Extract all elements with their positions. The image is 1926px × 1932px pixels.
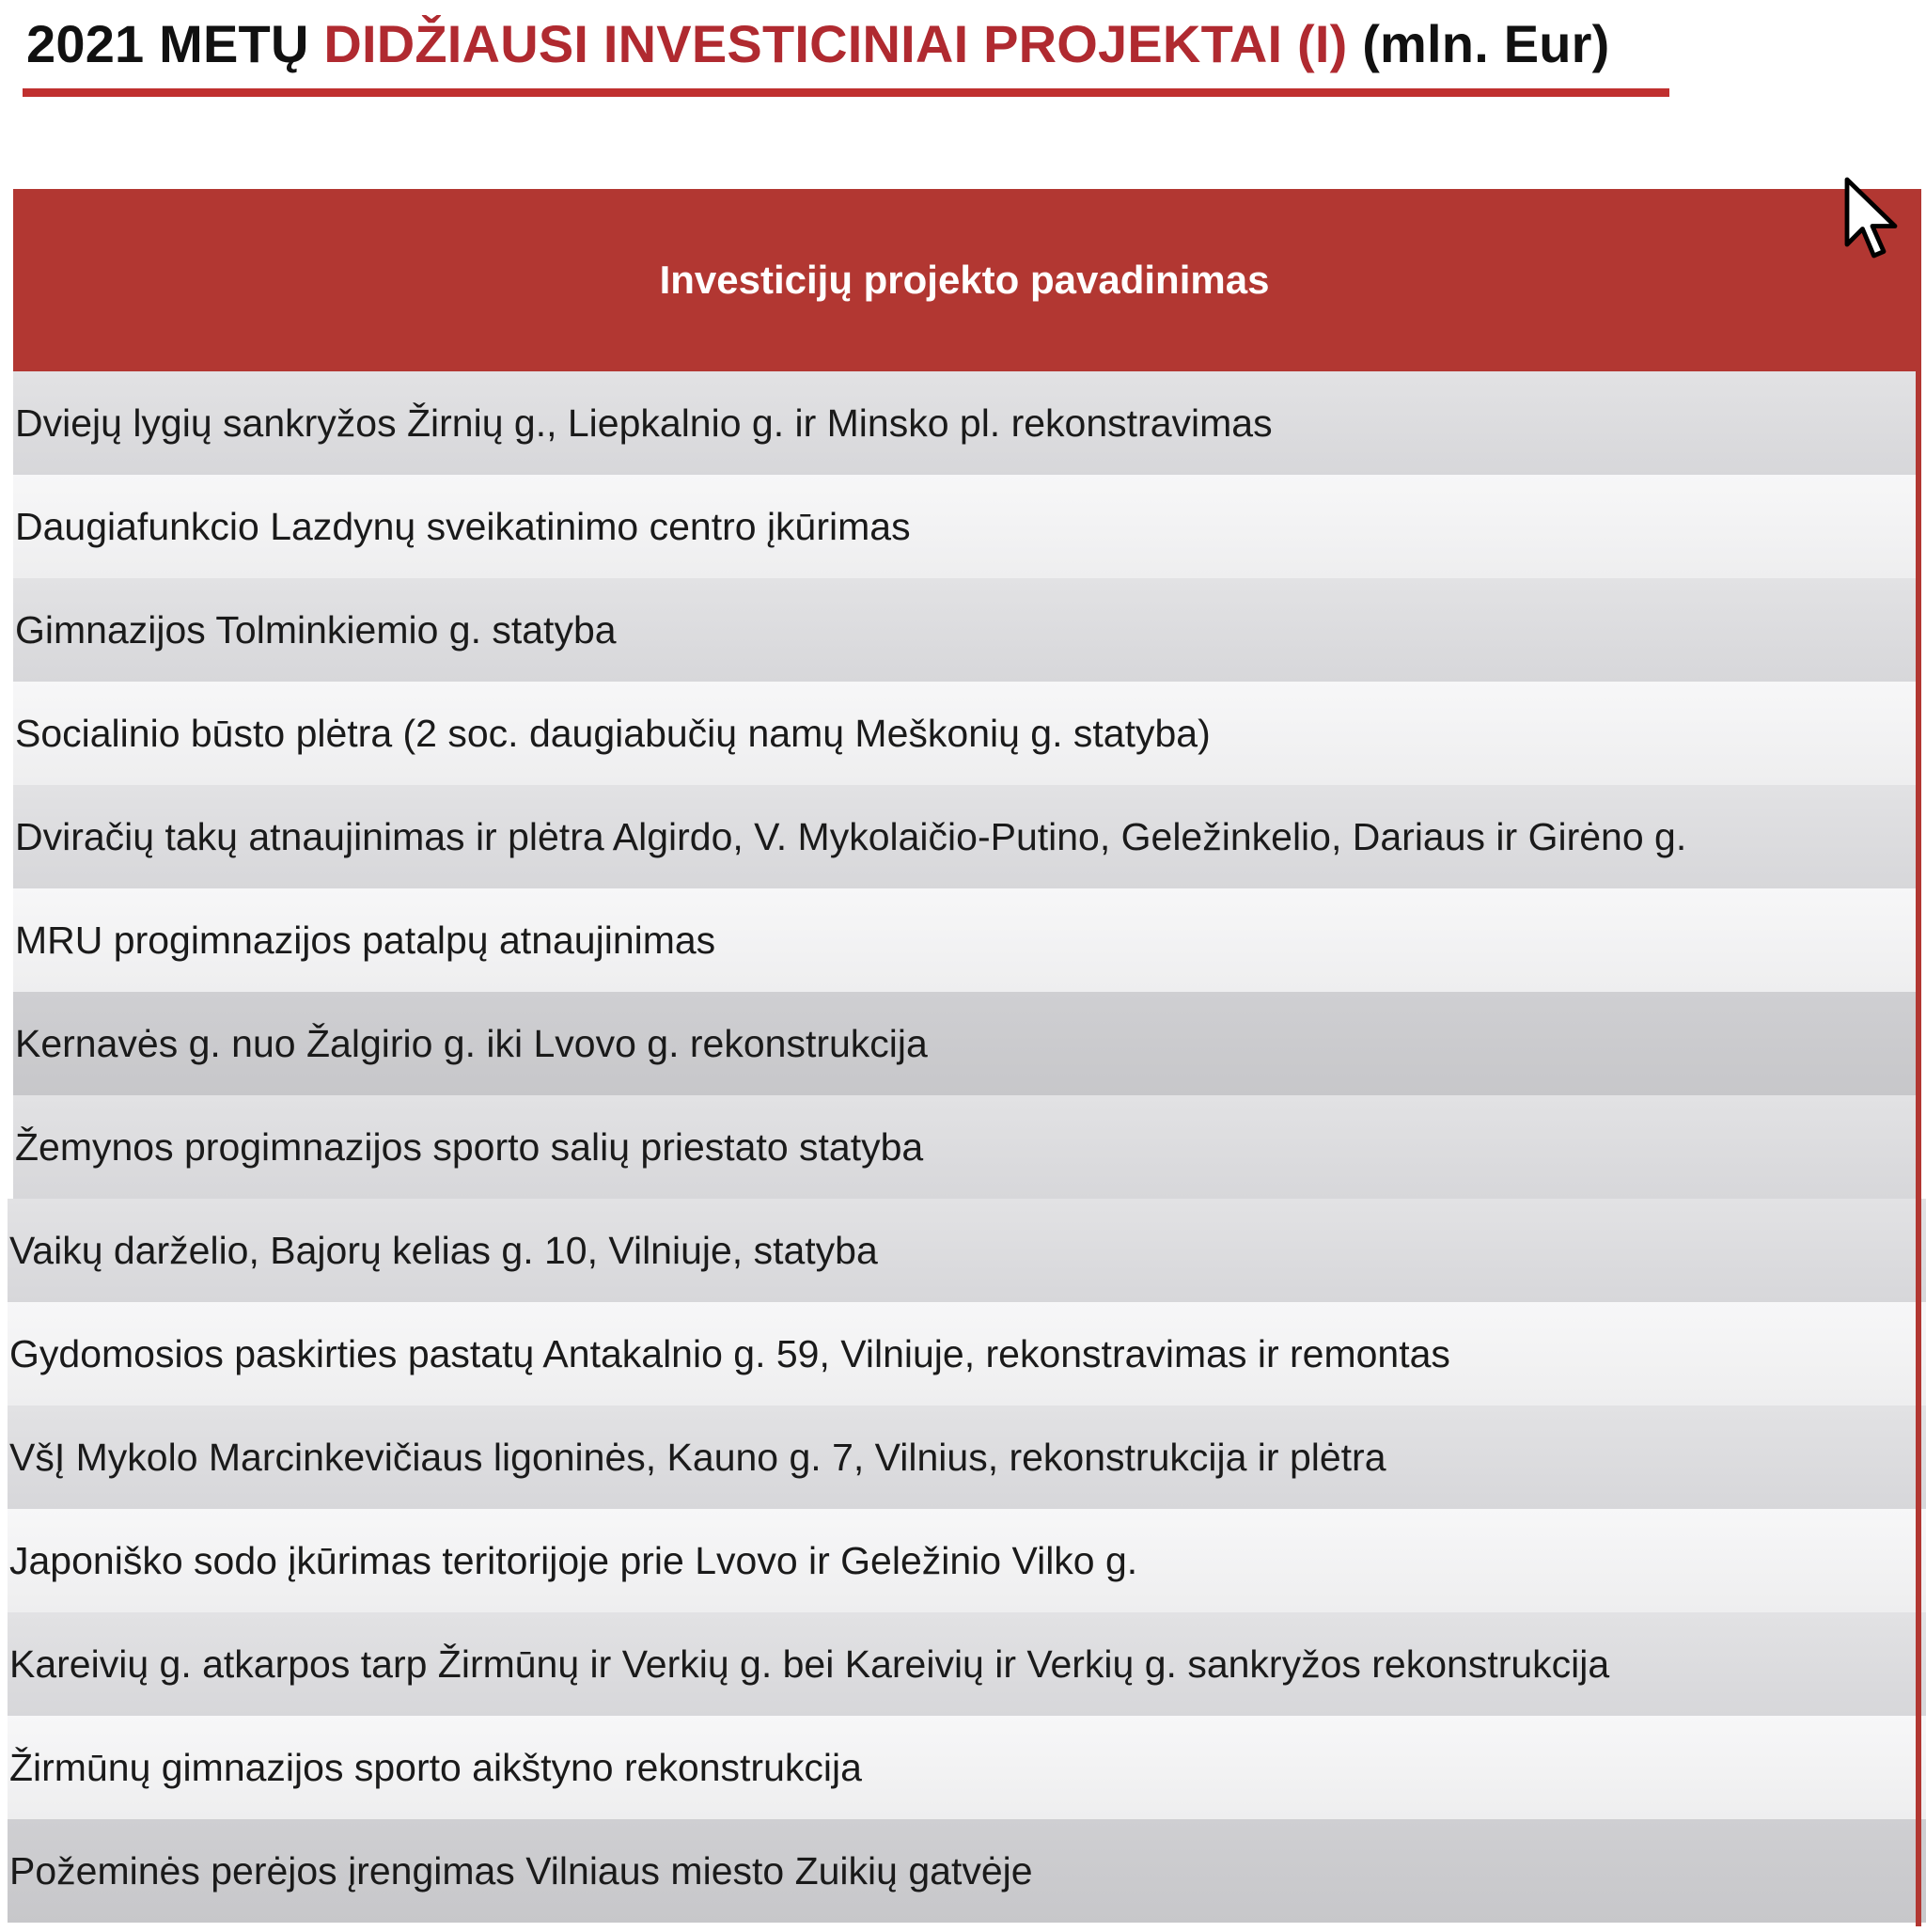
title-year: 2021 METŲ (26, 14, 324, 73)
project-name: Žirmūnų gimnazijos sporto aikštyno rekonstrukcija (9, 1745, 862, 1789)
project-name: Požeminės perėjos įrengimas Vilniaus miesto Zuikių gatvėje (9, 1848, 1033, 1893)
table-right-edge (1916, 189, 1921, 1926)
project-name: Kareivių g. atkarpos tarp Žirmūnų ir Verkių g. bei Kareivių ir Verkių g. sankryžos rekonstrukcija (9, 1641, 1610, 1686)
title-underline (23, 88, 1669, 97)
project-name: Kernavės g. nuo Žalgirio g. iki Lvovo g. rekonstrukcija (15, 1021, 928, 1065)
table-header (13, 189, 1916, 371)
table-row (13, 888, 1916, 992)
table-row (13, 1095, 1916, 1199)
table-row (13, 785, 1916, 888)
project-name: Daugiafunkcio Lazdynų sveikatinimo centro įkūrimas (15, 504, 911, 548)
project-name: Vaikų darželio, Bajorų kelias g. 10, Vilniuje, statyba (9, 1228, 878, 1272)
page-title (26, 13, 1610, 74)
title-highlight: DIDŽIAUSI INVESTICINIAI PROJEKTAI (I) (323, 14, 1348, 73)
table-row (8, 1612, 1926, 1716)
project-name: Dviračių takų atnaujinimas ir plėtra Algirdo, V. Mykolaičio-Putino, Geležinkelio, Dariaus ir Girėno g. (15, 814, 1687, 858)
table-row (13, 475, 1916, 578)
project-name: Dviejų lygių sankryžos Žirnių g., Liepkalnio g. ir Minsko pl. rekonstravimas (15, 401, 1273, 445)
table-row (8, 1716, 1926, 1819)
table-row (8, 1406, 1926, 1509)
project-name: Žemynos progimnazijos sporto salių priestato statyba (15, 1124, 924, 1169)
table-row (8, 1199, 1926, 1302)
table-row (8, 1302, 1926, 1406)
table-header-label: Investicijų projekto pavadinimas (659, 258, 1270, 302)
mouse-pointer-icon (1844, 177, 1906, 267)
project-name: Japoniško sodo įkūrimas teritorijoje prie Lvovo ir Geležinio Vilko g. (9, 1538, 1138, 1582)
project-name: Socialinio būsto plėtra (2 soc. daugiabučių namų Meškonių g. statyba) (15, 711, 1211, 755)
table-row (13, 371, 1916, 475)
table-row (13, 682, 1916, 785)
project-name: Gydomosios paskirties pastatų Antakalnio g. 59, Vilniuje, rekonstravimas ir remontas (9, 1331, 1450, 1375)
project-name: Gimnazijos Tolminkiemio g. statyba (15, 607, 617, 652)
table-row (8, 1509, 1926, 1612)
table-row (13, 992, 1916, 1095)
project-name: VšĮ Mykolo Marcinkevičiaus ligoninės, Kauno g. 7, Vilnius, rekonstrukcija ir plėtra (9, 1435, 1386, 1479)
project-name: MRU progimnazijos patalpų atnaujinimas (15, 918, 716, 962)
table-row (8, 1819, 1926, 1923)
title-unit: (mln. Eur) (1347, 14, 1610, 73)
table-row (13, 578, 1916, 682)
